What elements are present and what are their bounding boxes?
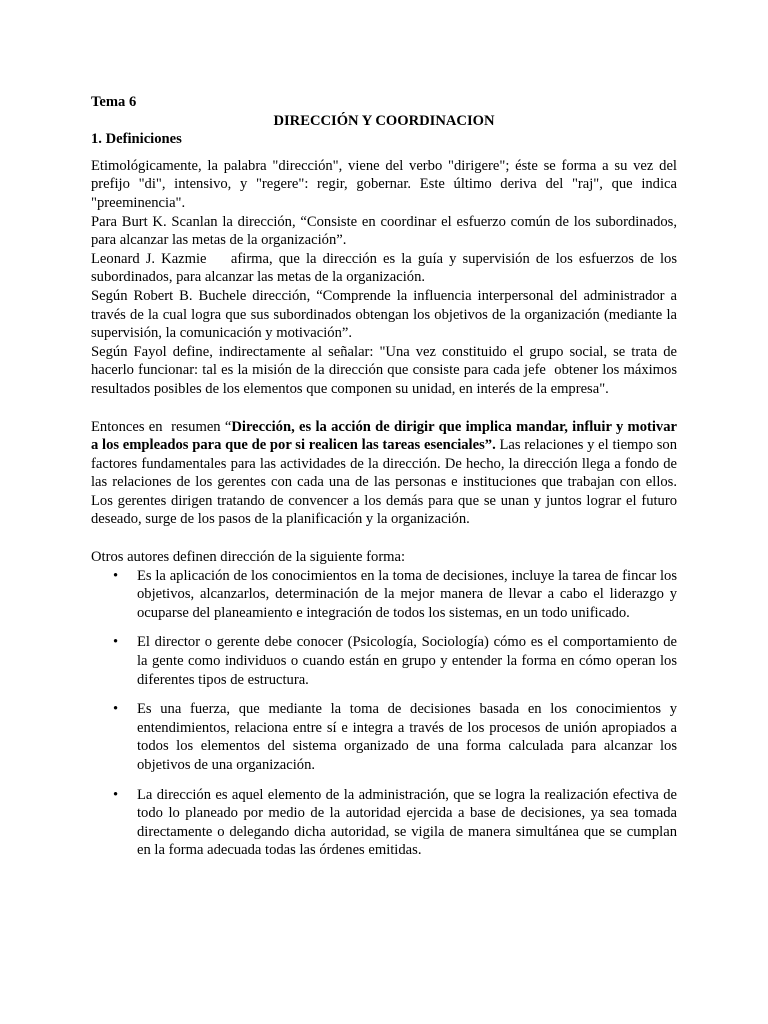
list-item-text: La dirección es aquel elemento de la administración, que se logra la realización efectiva de todo lo planeado por medio de la autoridad ejercida a base de decisiones, ya sea tomada directamente o delegando dicha autoridad, se vigila de manera simultánea que se cumplan en la forma adecuada todas las órdenes emitidas. — [137, 786, 677, 859]
summary-rest: Las relaciones y el tiempo son factores fundamentales para las actividades de la dirección. De hecho, la dirección llega a fondo de las relaciones de los gerentes con cada una de las personas e instituciones que trabajan con ellos. Los gerentes dirigen tratando de convencer a los demás para que se unan y juntos lograr el futuro deseado, surge de los pasos de la planificación y la organización. — [91, 437, 681, 528]
summary-bold-definition: Dirección, es la acción de dirigir que implica mandar, influir y motivar a los empleados para que de por si realicen las tareas esenciales”. — [91, 418, 681, 454]
list-item — [91, 786, 677, 860]
definitions-bullet-list — [91, 567, 677, 860]
bullet-icon: • — [113, 701, 119, 718]
summary-paragraph — [91, 418, 681, 530]
paragraph-kazmie: Leonard J. Kazmie afirma, que la dirección es la guía y supervisión de los esfuerzos de los subordinados, para alcanzar las metas de la organización. — [91, 250, 681, 286]
paragraph-buchele: Según Robert B. Buchele dirección, “Comprende la influencia interpersonal del administrador a través de la cual logra que sus subordinados obtengan los objetivos de la organización (mediante la supervisión, la comunicación y motivación”. — [91, 287, 677, 342]
document-body — [91, 93, 681, 871]
list-item-text: Es la aplicación de los conocimientos en la toma de decisiones, incluye la tarea de fincar los objetivos, alcanzarlos, determinación de la mejor manera de llevar a cabo el liderazgo y ocuparse del planeamiento e integración de todos los sistemas, en un todo unificado. — [137, 567, 677, 621]
definitions-block — [91, 157, 681, 399]
summary-lead: Entonces en resumen “ — [91, 418, 232, 435]
list-item — [91, 633, 677, 689]
bullet-icon: • — [113, 786, 119, 803]
section-heading: 1. Definiciones — [91, 131, 182, 148]
paragraph-etymology: Etimológicamente, la palabra "dirección", viene del verbo "dirigere"; éste se forma a su vez del prefijo "di", intensivo, y "regere": regir, gobernar. Este último deriva del "raj", que indica "preeminencia". — [91, 157, 677, 211]
paragraph-fayol: Según Fayol define, indirectamente al señalar: "Una vez constituido el grupo social, se trata de hacerlo funcionar: tal es la misión de la dirección que consiste para cada jefe obtener los máximos resultados posibles de los elementos que componen su unidad, en interés de la empresa". — [91, 343, 681, 397]
others-intro: Otros autores definen dirección de la siguiente forma: — [91, 549, 406, 566]
bullet-icon: • — [113, 634, 119, 651]
paragraph-scanlan: Para Burt K. Scanlan la dirección, “Consiste en coordinar el esfuerzo común de los subordinados, para alcanzar las metas de la organización”. — [91, 213, 677, 249]
list-item-text: El director o gerente debe conocer (Psicología, Sociología) cómo es el comportamiento de la gente como individuos o cuando están en grupo y entender la forma en cómo operan los diferentes tipos de estructura. — [137, 634, 677, 688]
document-title: DIRECCIÓN Y COORDINACION — [273, 112, 495, 129]
list-item — [91, 567, 677, 623]
topic-label: Tema 6 — [91, 94, 137, 110]
list-item-text: Es una fuerza, que mediante la toma de decisiones basada en los conocimientos y entendimientos, relaciona entre sí e integra a través de los procesos de unión apropiados a todos los elementos del sistema organizado de una forma calculada para alcanzar los objetivos de una organización. — [137, 701, 677, 773]
bullet-icon: • — [113, 567, 119, 584]
list-item — [91, 700, 677, 774]
